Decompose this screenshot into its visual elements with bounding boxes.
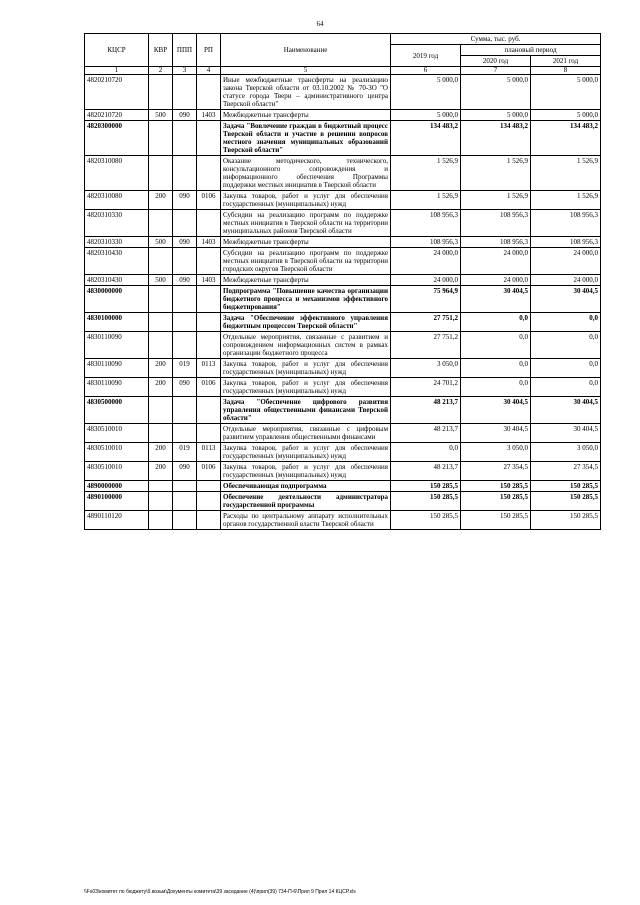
ppp-cell [173, 397, 197, 424]
amount-2019-cell: 24 000,0 [391, 275, 461, 286]
name-cell: Межбюджетные трансферты [221, 237, 391, 248]
amount-2019-cell: 1 526,9 [391, 156, 461, 191]
rp-cell [197, 424, 221, 443]
amount-2019-cell: 27 751,2 [391, 313, 461, 332]
kcsr-cell: 4820210720 [85, 75, 149, 110]
table-row [85, 210, 601, 237]
kcsr-cell: 4890110120 [85, 511, 149, 530]
name-cell: Закупка товаров, работ и услуг для обеспечения государственных (муниципальных) нужд [221, 462, 391, 481]
amount-2020-cell: 5 000,0 [461, 75, 531, 110]
kcsr-cell: 4820310430 [85, 248, 149, 275]
name-cell: Субсидии на реализацию программ по поддержке местных инициатив в Тверской области на территории муниципальных районов Тверской области [221, 210, 391, 237]
kcsr-cell: 4890000000 [85, 481, 149, 492]
kvr-cell [149, 397, 173, 424]
ppp-cell: 090 [173, 110, 197, 121]
kcsr-cell: 4830510010 [85, 424, 149, 443]
amount-2019-cell: 3 050,0 [391, 359, 461, 378]
amount-2021-cell: 0,0 [531, 313, 601, 332]
amount-2020-cell: 27 354,5 [461, 462, 531, 481]
rp-cell: 1403 [197, 110, 221, 121]
ppp-cell [173, 481, 197, 492]
kvr-cell: 200 [149, 462, 173, 481]
name-cell: Иные межбюджетные трансферты на реализацию закона Тверской области от 03.10.2002 № 70-ЗО "О статусе города Твери – административного центра Тверской области" [221, 75, 391, 110]
amount-2019-cell: 5 000,0 [391, 75, 461, 110]
rp-cell: 1403 [197, 275, 221, 286]
kcsr-cell: 4830510010 [85, 443, 149, 462]
table-row [85, 443, 601, 462]
header-kcsr: КЦСР [85, 34, 149, 67]
table-row [85, 191, 601, 210]
rp-cell: 1403 [197, 237, 221, 248]
rp-cell [197, 313, 221, 332]
amount-2019-cell: 0,0 [391, 443, 461, 462]
name-cell: Отдельные мероприятия, связанные с развитием и сопровождением информационных систем в рамках организации бюджетного процесса [221, 332, 391, 359]
amount-2021-cell: 150 285,5 [531, 492, 601, 511]
kvr-cell: 200 [149, 191, 173, 210]
rp-cell [197, 332, 221, 359]
name-cell: Закупка товаров, работ и услуг для обеспечения государственных (муниципальных) нужд [221, 378, 391, 397]
amount-2021-cell: 5 000,0 [531, 75, 601, 110]
kcsr-cell: 4820210720 [85, 110, 149, 121]
table-row [85, 313, 601, 332]
table-row [85, 110, 601, 121]
table-row [85, 481, 601, 492]
ppp-cell [173, 121, 197, 156]
amount-2021-cell: 30 404,5 [531, 424, 601, 443]
page-number: 64 [316, 20, 324, 28]
rp-cell [197, 248, 221, 275]
rp-cell [197, 397, 221, 424]
column-index: 4 [197, 67, 221, 75]
amount-2020-cell: 150 285,5 [461, 481, 531, 492]
table-row [85, 286, 601, 313]
amount-2019-cell: 1 526,9 [391, 191, 461, 210]
rp-cell [197, 492, 221, 511]
amount-2021-cell: 0,0 [531, 332, 601, 359]
name-cell: Расходы по центральному аппарату исполнительных органов государственной власти Тверской области [221, 511, 391, 530]
name-cell: Отдельные мероприятия, связанные с цифровым развитием управления общественными финансами [221, 424, 391, 443]
kvr-cell [149, 156, 173, 191]
amount-2020-cell: 5 000,0 [461, 110, 531, 121]
amount-2020-cell: 1 526,9 [461, 191, 531, 210]
kcsr-cell: 4830000000 [85, 286, 149, 313]
header-year-2020: 2020 год [461, 56, 531, 67]
table-row [85, 237, 601, 248]
amount-2021-cell: 150 285,5 [531, 481, 601, 492]
header-rp: РП [197, 34, 221, 67]
kcsr-cell: 4820300000 [85, 121, 149, 156]
header-kvr: КВР [149, 34, 173, 67]
kvr-cell [149, 210, 173, 237]
ppp-cell [173, 156, 197, 191]
rp-cell [197, 286, 221, 313]
amount-2020-cell: 1 526,9 [461, 156, 531, 191]
name-cell: Межбюджетные трансферты [221, 275, 391, 286]
amount-2020-cell: 30 404,5 [461, 397, 531, 424]
rp-cell [197, 511, 221, 530]
table-row [85, 121, 601, 156]
kvr-cell [149, 481, 173, 492]
table-row [85, 397, 601, 424]
name-cell: Субсидии на реализацию программ по поддержке местных инициатив в Тверской области на территории городских округов Тверской области [221, 248, 391, 275]
table-row [85, 424, 601, 443]
amount-2019-cell: 48 213,7 [391, 462, 461, 481]
amount-2019-cell: 48 213,7 [391, 424, 461, 443]
amount-2020-cell: 0,0 [461, 378, 531, 397]
column-index: 1 [85, 67, 149, 75]
kcsr-cell: 4830100000 [85, 313, 149, 332]
ppp-cell [173, 424, 197, 443]
amount-2021-cell: 0,0 [531, 359, 601, 378]
amount-2021-cell: 5 000,0 [531, 110, 601, 121]
amount-2021-cell: 108 956,3 [531, 210, 601, 237]
kcsr-cell: 4830110090 [85, 378, 149, 397]
kvr-cell: 500 [149, 237, 173, 248]
amount-2020-cell: 108 956,3 [461, 237, 531, 248]
amount-2021-cell: 30 404,5 [531, 397, 601, 424]
amount-2019-cell: 108 956,3 [391, 210, 461, 237]
header-planned-period: плановый период [461, 45, 601, 56]
amount-2020-cell: 0,0 [461, 332, 531, 359]
budget-table [84, 33, 601, 530]
name-cell: Закупка товаров, работ и услуг для обеспечения государственных (муниципальных) нужд [221, 191, 391, 210]
kvr-cell [149, 313, 173, 332]
amount-2021-cell: 1 526,9 [531, 156, 601, 191]
amount-2019-cell: 75 964,9 [391, 286, 461, 313]
amount-2021-cell: 150 285,5 [531, 511, 601, 530]
rp-cell: 0106 [197, 378, 221, 397]
amount-2020-cell: 30 404,5 [461, 286, 531, 313]
ppp-cell [173, 511, 197, 530]
amount-2021-cell: 0,0 [531, 378, 601, 397]
amount-2020-cell: 150 285,5 [461, 492, 531, 511]
ppp-cell: 090 [173, 237, 197, 248]
table-row [85, 359, 601, 378]
amount-2019-cell: 108 956,3 [391, 237, 461, 248]
table-row [85, 332, 601, 359]
column-index: 5 [221, 67, 391, 75]
rp-cell [197, 481, 221, 492]
name-cell: Обеспечивающая подпрограмма [221, 481, 391, 492]
amount-2021-cell: 24 000,0 [531, 248, 601, 275]
rp-cell [197, 121, 221, 156]
name-cell: Оказание методического, технического, консультационного сопровождения и информационного обеспечения Программы поддержки местных инициатив в Тверской области [221, 156, 391, 191]
amount-2020-cell: 134 483,2 [461, 121, 531, 156]
table-row [85, 511, 601, 530]
kvr-cell: 200 [149, 443, 173, 462]
column-index: 7 [461, 67, 531, 75]
kvr-cell [149, 75, 173, 110]
kcsr-cell: 4830510010 [85, 462, 149, 481]
rp-cell: 0106 [197, 462, 221, 481]
name-cell: Закупка товаров, работ и услуг для обеспечения государственных (муниципальных) нужд [221, 359, 391, 378]
name-cell: Задача "Обеспечение цифрового развития управления общественными финансами Тверской области" [221, 397, 391, 424]
amount-2021-cell: 24 000,0 [531, 275, 601, 286]
ppp-cell: 090 [173, 191, 197, 210]
ppp-cell: 090 [173, 462, 197, 481]
kcsr-cell: 4820310330 [85, 210, 149, 237]
amount-2021-cell: 30 404,5 [531, 286, 601, 313]
kcsr-cell: 4820310080 [85, 191, 149, 210]
column-index: 3 [173, 67, 197, 75]
kcsr-cell: 4820310330 [85, 237, 149, 248]
table-row [85, 275, 601, 286]
kvr-cell [149, 121, 173, 156]
ppp-cell [173, 286, 197, 313]
kvr-cell [149, 332, 173, 359]
amount-2019-cell: 150 285,5 [391, 511, 461, 530]
amount-2020-cell: 3 050,0 [461, 443, 531, 462]
amount-2020-cell: 30 404,5 [461, 424, 531, 443]
amount-2019-cell: 24 000,0 [391, 248, 461, 275]
kcsr-cell: 4830110090 [85, 332, 149, 359]
name-cell: Закупка товаров, работ и услуг для обеспечения государственных (муниципальных) нужд [221, 443, 391, 462]
kvr-cell [149, 286, 173, 313]
ppp-cell: 090 [173, 378, 197, 397]
ppp-cell: 090 [173, 275, 197, 286]
amount-2020-cell: 108 956,3 [461, 210, 531, 237]
header-year-2021: 2021 год [531, 56, 601, 67]
amount-2020-cell: 0,0 [461, 359, 531, 378]
kcsr-cell: 4890100000 [85, 492, 149, 511]
name-cell: Обеспечение деятельности администратора государственной программы [221, 492, 391, 511]
rp-cell: 0106 [197, 191, 221, 210]
ppp-cell [173, 75, 197, 110]
file-path-footer: \\Fs03\комитет по бюджету\б.возьм\Документы комитета\39 заседание (4)\прил(39) 734-П-6\Прил 9 Прил 14 КЦСР.xls [84, 889, 356, 895]
amount-2019-cell: 134 483,2 [391, 121, 461, 156]
rp-cell: 0113 [197, 359, 221, 378]
amount-2019-cell: 24 701,2 [391, 378, 461, 397]
amount-2019-cell: 48 213,7 [391, 397, 461, 424]
kcsr-cell: 4820310080 [85, 156, 149, 191]
kvr-cell [149, 492, 173, 511]
amount-2019-cell: 150 285,5 [391, 492, 461, 511]
amount-2020-cell: 150 285,5 [461, 511, 531, 530]
header-sum: Сумма, тыс. руб. [391, 34, 601, 45]
ppp-cell [173, 492, 197, 511]
column-index: 8 [531, 67, 601, 75]
ppp-cell [173, 210, 197, 237]
rp-cell [197, 75, 221, 110]
kvr-cell [149, 511, 173, 530]
amount-2021-cell: 27 354,5 [531, 462, 601, 481]
header-ppp: ППП [173, 34, 197, 67]
column-index: 2 [149, 67, 173, 75]
kcsr-cell: 4820310430 [85, 275, 149, 286]
table-row [85, 462, 601, 481]
amount-2020-cell: 24 000,0 [461, 248, 531, 275]
header-year-2019: 2019 год [391, 45, 461, 67]
column-index: 6 [391, 67, 461, 75]
name-cell: Подпрограмма "Повышение качества организации бюджетного процесса и механизмов эффективного бюджетирования" [221, 286, 391, 313]
table-row [85, 378, 601, 397]
name-cell: Задача "Обеспечение эффективного управления бюджетным процессом Тверской области" [221, 313, 391, 332]
amount-2019-cell: 27 751,2 [391, 332, 461, 359]
ppp-cell: 019 [173, 359, 197, 378]
kvr-cell: 200 [149, 378, 173, 397]
ppp-cell: 019 [173, 443, 197, 462]
ppp-cell [173, 313, 197, 332]
amount-2021-cell: 3 050,0 [531, 443, 601, 462]
amount-2019-cell: 150 285,5 [391, 481, 461, 492]
name-cell: Межбюджетные трансферты [221, 110, 391, 121]
kcsr-cell: 4830110090 [85, 359, 149, 378]
amount-2020-cell: 0,0 [461, 313, 531, 332]
table-row [85, 75, 601, 110]
kvr-cell [149, 424, 173, 443]
rp-cell: 0113 [197, 443, 221, 462]
amount-2020-cell: 24 000,0 [461, 275, 531, 286]
kvr-cell: 500 [149, 275, 173, 286]
table-row [85, 248, 601, 275]
header-name: Наименование [221, 34, 391, 67]
amount-2021-cell: 1 526,9 [531, 191, 601, 210]
amount-2021-cell: 108 956,3 [531, 237, 601, 248]
name-cell: Задача "Вовлечение граждан в бюджетный процесс Тверской области и участие в решении вопросов местного значения муниципальных образований Тверской области" [221, 121, 391, 156]
table-row [85, 492, 601, 511]
column-index-row [85, 67, 601, 75]
rp-cell [197, 156, 221, 191]
ppp-cell [173, 248, 197, 275]
table-row [85, 156, 601, 191]
kvr-cell [149, 248, 173, 275]
amount-2021-cell: 134 483,2 [531, 121, 601, 156]
rp-cell [197, 210, 221, 237]
amount-2019-cell: 5 000,0 [391, 110, 461, 121]
kvr-cell: 500 [149, 110, 173, 121]
kcsr-cell: 4830500000 [85, 397, 149, 424]
ppp-cell [173, 332, 197, 359]
kvr-cell: 200 [149, 359, 173, 378]
